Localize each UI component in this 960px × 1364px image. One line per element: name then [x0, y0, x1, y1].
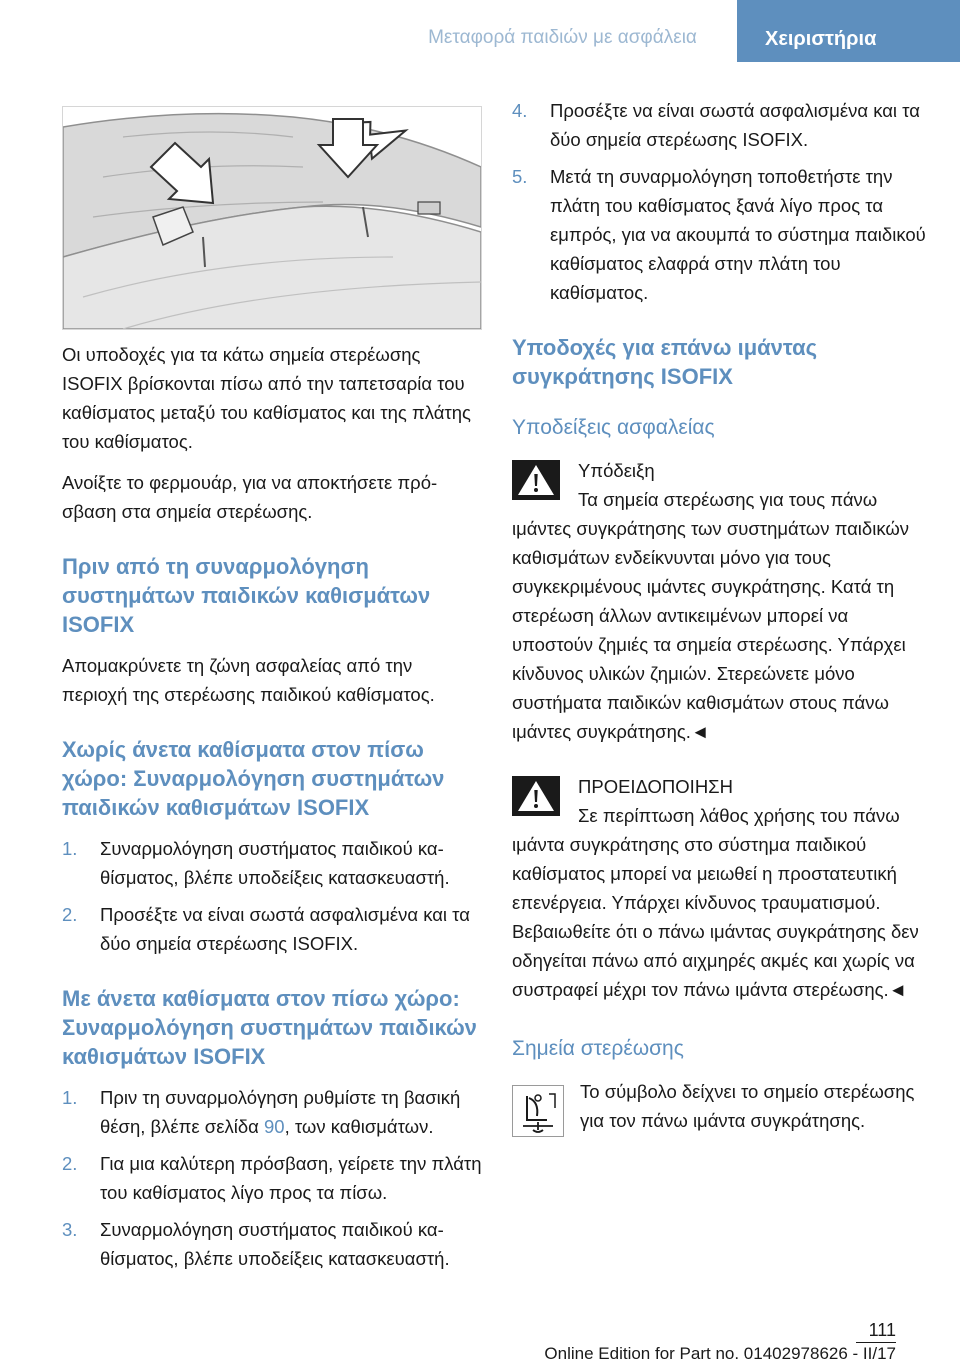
warning-triangle-icon	[512, 776, 560, 816]
heading-anchor-points: Σημεία στερέωσης	[512, 1037, 684, 1060]
warning-triangle-icon	[512, 460, 560, 500]
isofix-seat-illustration	[62, 106, 482, 330]
notice-hint	[512, 456, 932, 746]
page-header	[0, 0, 960, 62]
heading-safety-notes: Υποδείξεις ασφαλείας	[512, 416, 715, 439]
left-column	[62, 96, 482, 1283]
page-number: 111	[868, 1320, 896, 1340]
zipper-paragraph: Ανοίξτε το φερμουάρ, για να αποκτήσετε πρόσβαση στα σημεία στερέωσης.	[62, 472, 438, 522]
footer-rule	[856, 1342, 896, 1343]
step-text: Μετά τη συναρμολόγηση τοποθετήστε την πλάτη του καθίσματος ξανά λίγο προς τα εμπρός, για να ακουμπά το σύστημα παιδικού καθίσματος ελαφρά στην πλάτη του καθίσματος.	[550, 166, 926, 303]
right-column	[512, 96, 932, 1147]
step-number: 4.	[512, 100, 528, 121]
step-text-end: , των καθισμάτων.	[284, 1116, 434, 1137]
notice-warning-body: Σε περίπτωση λάθος χρήσης του πάνω ιμάντα συγκράτησης στο σύστημα παιδικού καθίσματος μπορεί να μειωθεί η προστατευτική επενέργεια. Υπάρχει κίνδυνος τραυματισμού. Βεβαιωθείτε ότι ο πάνω ιμάντας συγκράτησης δεν οδηγείται πάνω από αιχμηρές ακμές και χωρίς να συστραφεί μέχρι τον πάνω ιμάντα στερέωσης.◄	[512, 805, 919, 1000]
before-assembly-paragraph: Απομακρύνετε τη ζώνη ασφαλείας από την περιοχή της στερέωσης παιδικού καθίσματος.	[62, 655, 435, 705]
list-item	[62, 900, 482, 958]
list-item	[512, 162, 932, 307]
step-number: 1.	[62, 838, 78, 859]
step-text: Πριν τη συναρμολόγηση ρυθμίστε τη βασική θέση, βλέπε σελίδα	[100, 1087, 461, 1137]
steps-continued	[512, 96, 932, 307]
top-tether-anchor-icon	[512, 1085, 564, 1137]
step-text: Συναρμολόγηση συστήματος παιδικού καθίσματος, βλέπε υποδείξεις κατασκευαστή.	[100, 1219, 450, 1269]
step-text: Συναρμολόγηση συστήματος παιδικού καθίσματος, βλέπε υποδείξεις κατασκευαστή.	[100, 838, 450, 888]
list-item	[62, 1083, 482, 1141]
step-number: 1.	[62, 1087, 78, 1108]
heading-top-tether-anchors: Υποδοχές για επάνω ιμάντας συγκράτησης ISOFIX	[512, 335, 818, 389]
page-footer	[0, 1318, 960, 1362]
step-text: Προσέξτε να είναι σωστά ασφαλισμένα και τα δύο σημεία στερέωσης ISOFIX.	[100, 904, 470, 954]
heading-without-comfort-seats: Χωρίς άνετα καθίσματα στον πίσω χώρο: Συναρμολόγηση συστημάτων παιδικών καθισμάτων ISOFIX	[62, 737, 445, 820]
step-number: 5.	[512, 166, 528, 187]
step-number: 3.	[62, 1219, 78, 1240]
steps-with-comfort-seats	[62, 1083, 482, 1273]
seat-drawing	[63, 107, 481, 329]
heading-with-comfort-seats: Με άνετα καθίσματα στον πίσω χώρο: Συναρμολόγηση συστημάτων παιδικών καθισμάτων ISOFIX	[62, 986, 477, 1069]
heading-before-assembly: Πριν από τη συναρμολόγηση συστημάτων παιδικών καθισμάτων ISOFIX	[62, 554, 431, 637]
step-text: Προσέξτε να είναι σωστά ασφαλισμένα και τα δύο σημεία στερέωσης ISOFIX.	[550, 100, 920, 150]
chapter-tab: Χειριστήρια	[737, 0, 960, 62]
notice-hint-body: Τα σημεία στερέωσης για τους πάνω ιμάντες συγκράτησης των συστημάτων παιδικών καθισμάτων ενδείκνυνται μόνο για τους συγκεκριμένους ιμάντες συγκράτησης. Κατά τη στερέωση άλλων αντικειμένων μπορεί να υποστούν ζημιές τα σημεία στερέωσης. Υπάρχει κίνδυνος υλικών ζημιών. Στερεώνετε μόνο συστήματα παιδικών καθισμάτων στους πάνω ιμάντες συγκράτησης.◄	[512, 489, 910, 742]
anchor-symbol-text: Το σύμβολο δείχνει το σημείο στερέωσης για τον πάνω ιμάντα συγκράτησης.	[580, 1081, 915, 1131]
edition-note: Online Edition for Part no. 01402978626 - II/17	[544, 1344, 896, 1363]
step-number: 2.	[62, 1153, 78, 1174]
notice-warning-title: ΠΡΟΕΙΔΟΠΟΙΗΣΗ	[578, 776, 733, 797]
caption-paragraph: Οι υποδοχές για τα κάτω σημεία στερέωσης ISOFIX βρίσκονται πίσω από την ταπετσαρία του καθίσματος μεταξύ του καθίσματος και της πλάτης του καθίσματος.	[62, 344, 471, 452]
list-item	[62, 834, 482, 892]
step-number: 2.	[62, 904, 78, 925]
section-title: Μεταφορά παιδιών με ασφάλεια	[428, 27, 697, 48]
steps-without-comfort-seats	[62, 834, 482, 958]
anchor-symbol-row	[512, 1077, 932, 1135]
step-text: Για μια καλύτερη πρόσβαση, γείρετε την πλάτη του καθίσματος λίγο προς τα πίσω.	[100, 1153, 482, 1203]
list-item	[62, 1149, 482, 1207]
list-item	[512, 96, 932, 154]
list-item	[62, 1215, 482, 1273]
notice-warning	[512, 772, 932, 1004]
page-link[interactable]: 90	[263, 1116, 285, 1137]
notice-hint-title: Υπόδειξη	[578, 460, 655, 481]
